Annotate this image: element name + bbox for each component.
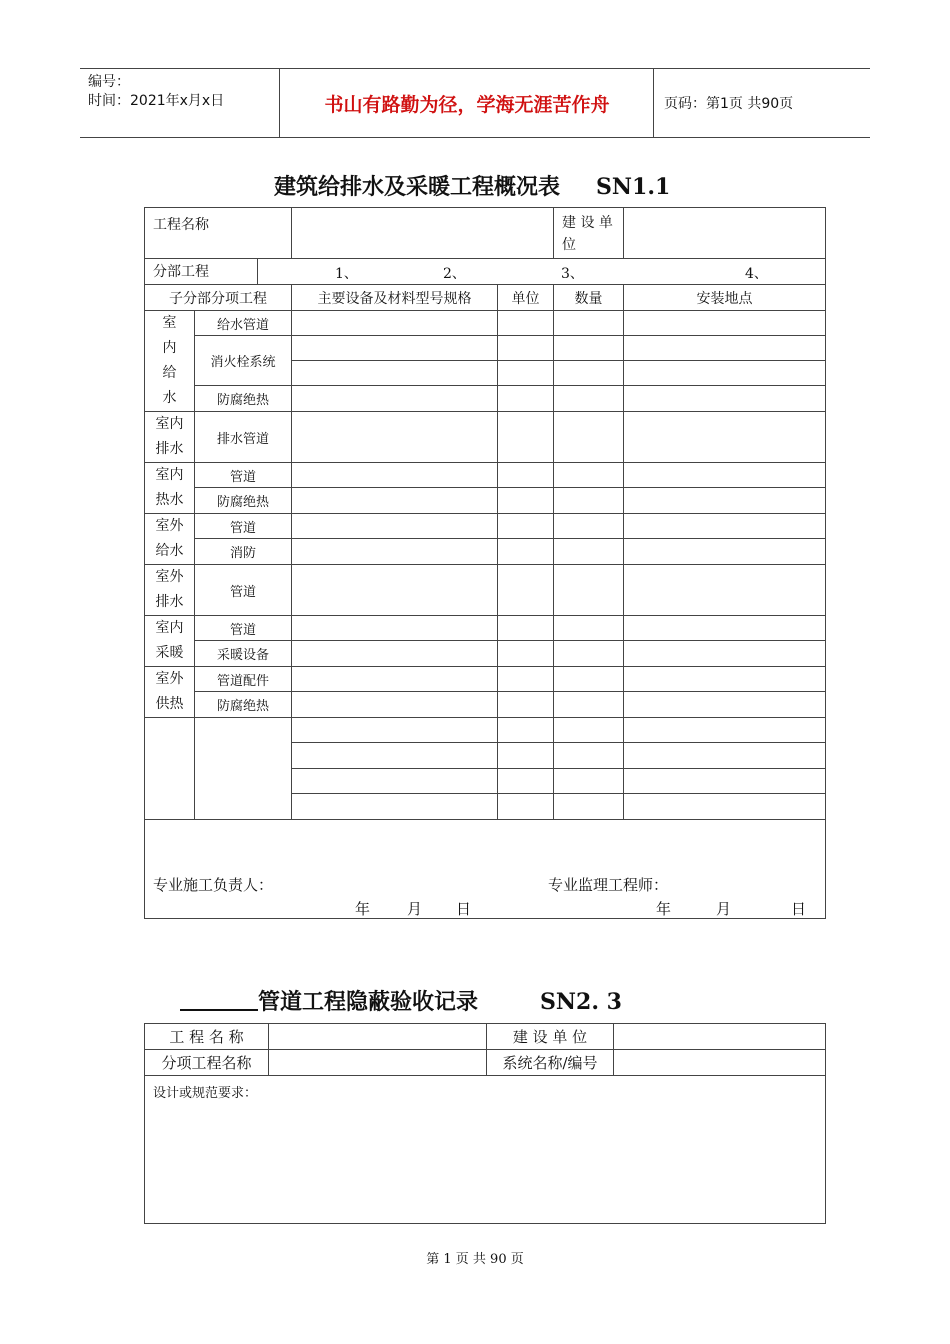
cell[interactable]: [292, 361, 498, 386]
cell[interactable]: [554, 794, 624, 820]
group-outdoor-supply: 室外 给水: [145, 514, 195, 565]
cell[interactable]: [292, 488, 498, 514]
cell[interactable]: [498, 718, 554, 743]
form2-code: SN2. 3: [540, 989, 622, 1015]
project-name-field[interactable]: [292, 208, 554, 259]
cell[interactable]: [292, 667, 498, 692]
cell[interactable]: [292, 692, 498, 718]
cell[interactable]: [292, 794, 498, 820]
cell[interactable]: [554, 718, 624, 743]
cell[interactable]: [498, 667, 554, 692]
cell[interactable]: [624, 361, 826, 386]
group-indoor-drain: 室内 排水: [145, 412, 195, 463]
builder-label: 建 设 单 位: [554, 208, 624, 259]
division-slot-3[interactable]: 3、: [561, 266, 584, 282]
cell[interactable]: [292, 769, 498, 794]
division-row: [145, 259, 826, 285]
cell[interactable]: [554, 463, 624, 488]
item-insulation: 防腐绝热: [195, 386, 292, 412]
cell[interactable]: [292, 463, 498, 488]
cell[interactable]: [624, 488, 826, 514]
form1-title: [274, 170, 670, 201]
f2-system-field[interactable]: [614, 1050, 826, 1076]
cell[interactable]: [624, 539, 826, 565]
cell[interactable]: [292, 311, 498, 336]
cell[interactable]: [292, 386, 498, 412]
col-header-unit: 单位: [498, 285, 554, 311]
motto: 书山有路勤为径，学海无涯苦作舟: [281, 69, 654, 137]
date-year-1: 年: [355, 900, 371, 918]
cell[interactable]: [292, 743, 498, 769]
cell[interactable]: [498, 743, 554, 769]
item-drain-pipe: 排水管道: [195, 412, 292, 463]
cell[interactable]: [498, 616, 554, 641]
cell[interactable]: [498, 463, 554, 488]
item-fittings: 管道配件: [195, 667, 292, 692]
item-heating-equipment: 采暖设备: [195, 641, 292, 667]
date-day-1: 日: [456, 900, 472, 918]
cell[interactable]: [292, 539, 498, 565]
time-label: 时间：2021年x月x日: [88, 93, 225, 109]
group-outdoor-drain: 室外 排水: [145, 565, 195, 616]
item-outdoor-drain-pipe: 管道: [195, 565, 292, 616]
blank-item-cell[interactable]: [195, 718, 292, 820]
cell[interactable]: [292, 336, 498, 361]
builder-field[interactable]: [624, 208, 826, 259]
f2-builder-field[interactable]: [614, 1024, 826, 1050]
f2-subitem-field[interactable]: [269, 1050, 487, 1076]
group-indoor-heating: 室内 采暖: [145, 616, 195, 667]
page-header: [80, 68, 870, 138]
item-hot-pipe: 管道: [195, 463, 292, 488]
cell[interactable]: [554, 769, 624, 794]
item-supply-pipe: 给水管道: [195, 311, 292, 336]
date-month-2: 月: [716, 900, 732, 918]
cell[interactable]: [292, 616, 498, 641]
cell[interactable]: [624, 336, 826, 361]
number-label: 编号：: [88, 74, 130, 90]
cell[interactable]: [624, 667, 826, 692]
cell[interactable]: [554, 488, 624, 514]
cell[interactable]: [554, 667, 624, 692]
division-slot-4[interactable]: 4、: [745, 266, 768, 282]
group-outdoor-heating: 室外 供热: [145, 667, 195, 718]
form2-title: [180, 985, 622, 1016]
cell[interactable]: [624, 386, 826, 412]
cell[interactable]: [498, 386, 554, 412]
overview-table: [144, 207, 826, 919]
cell[interactable]: [498, 311, 554, 336]
item-fire: 消防: [195, 539, 292, 565]
item-outdoor-insulation: 防腐绝热: [195, 692, 292, 718]
cell[interactable]: [292, 641, 498, 667]
f2-requirements[interactable]: [145, 1076, 826, 1224]
signature-cell: [145, 820, 826, 919]
cell[interactable]: [624, 514, 826, 539]
cell[interactable]: [292, 565, 498, 616]
date-year-2: 年: [656, 900, 672, 918]
cell[interactable]: [624, 718, 826, 743]
cell[interactable]: [498, 769, 554, 794]
cell[interactable]: [624, 692, 826, 718]
cell[interactable]: [624, 769, 826, 794]
cell[interactable]: [554, 311, 624, 336]
item-hydrant: 消火栓系统: [195, 336, 292, 386]
cell[interactable]: [624, 311, 826, 336]
cell[interactable]: [554, 336, 624, 361]
cell[interactable]: [292, 514, 498, 539]
cell[interactable]: [292, 718, 498, 743]
cell[interactable]: [624, 463, 826, 488]
page-info: 页码：第1页 共90页: [664, 96, 794, 112]
cell[interactable]: [498, 641, 554, 667]
f2-builder-label: 建 设 单 位: [487, 1024, 614, 1050]
form2-title-text: 管道工程隐蔽验收记录: [258, 989, 479, 1015]
cell[interactable]: [624, 565, 826, 616]
form1-code: SN1.1: [596, 174, 671, 200]
construction-head-label: 专业施工负责人：: [153, 876, 274, 894]
cell[interactable]: [554, 743, 624, 769]
f2-project-name-field[interactable]: [269, 1024, 487, 1050]
col-header-spec: 主要设备及材料型号规格: [292, 285, 498, 311]
division-slot-2[interactable]: 2、: [443, 266, 466, 282]
cell[interactable]: [498, 539, 554, 565]
cell[interactable]: [624, 412, 826, 463]
cell[interactable]: [498, 565, 554, 616]
f2-system-label: 系统名称/编号: [487, 1050, 614, 1076]
f2-project-name-label: 工 程 名 称: [145, 1024, 269, 1050]
cell[interactable]: [498, 514, 554, 539]
col-header-quantity: 数量: [554, 285, 624, 311]
cell[interactable]: [554, 361, 624, 386]
form2-title-blank[interactable]: [180, 991, 258, 1011]
cell[interactable]: [554, 412, 624, 463]
date-month-1: 月: [407, 900, 423, 918]
cell[interactable]: [554, 565, 624, 616]
cell[interactable]: [624, 794, 826, 820]
group-indoor-hot: 室内 热水: [145, 463, 195, 514]
item-hot-insulation: 防腐绝热: [195, 488, 292, 514]
cell[interactable]: [498, 336, 554, 361]
group-indoor-supply: 室 内 给 水: [145, 311, 195, 412]
cell[interactable]: [498, 412, 554, 463]
header-meta: [80, 69, 280, 137]
cell[interactable]: [292, 412, 498, 463]
date-day-2: 日: [791, 900, 807, 918]
col-header-subdivision: 子分部分项工程: [145, 285, 292, 311]
col-header-location: 安装地点: [624, 285, 826, 311]
blank-group-cell[interactable]: [145, 718, 195, 820]
cell[interactable]: [554, 616, 624, 641]
cell[interactable]: [498, 361, 554, 386]
f2-subitem-label: 分项工程名称: [145, 1050, 269, 1076]
supervisor-label: 专业监理工程师：: [548, 876, 669, 894]
page-footer: 第 1 页 共 90 页: [426, 1252, 524, 1267]
concealed-acceptance-table: [144, 1023, 826, 1224]
item-heating-pipe: 管道: [195, 616, 292, 641]
division-label: 分部工程: [145, 259, 258, 284]
cell[interactable]: [554, 641, 624, 667]
cell[interactable]: [624, 641, 826, 667]
project-name-label: 工程名称: [145, 208, 292, 259]
cell[interactable]: [498, 794, 554, 820]
cell[interactable]: [554, 692, 624, 718]
cell[interactable]: [554, 386, 624, 412]
cell[interactable]: [624, 616, 826, 641]
cell[interactable]: [498, 488, 554, 514]
form1-title-text: 建筑给排水及采暖工程概况表: [274, 174, 561, 200]
f2-requirements-label: 设计或规范要求：: [153, 1086, 258, 1101]
division-slot-1[interactable]: 1、: [335, 266, 358, 282]
cell[interactable]: [554, 514, 624, 539]
cell[interactable]: [554, 539, 624, 565]
cell[interactable]: [498, 692, 554, 718]
cell[interactable]: [624, 743, 826, 769]
item-outdoor-pipe: 管道: [195, 514, 292, 539]
